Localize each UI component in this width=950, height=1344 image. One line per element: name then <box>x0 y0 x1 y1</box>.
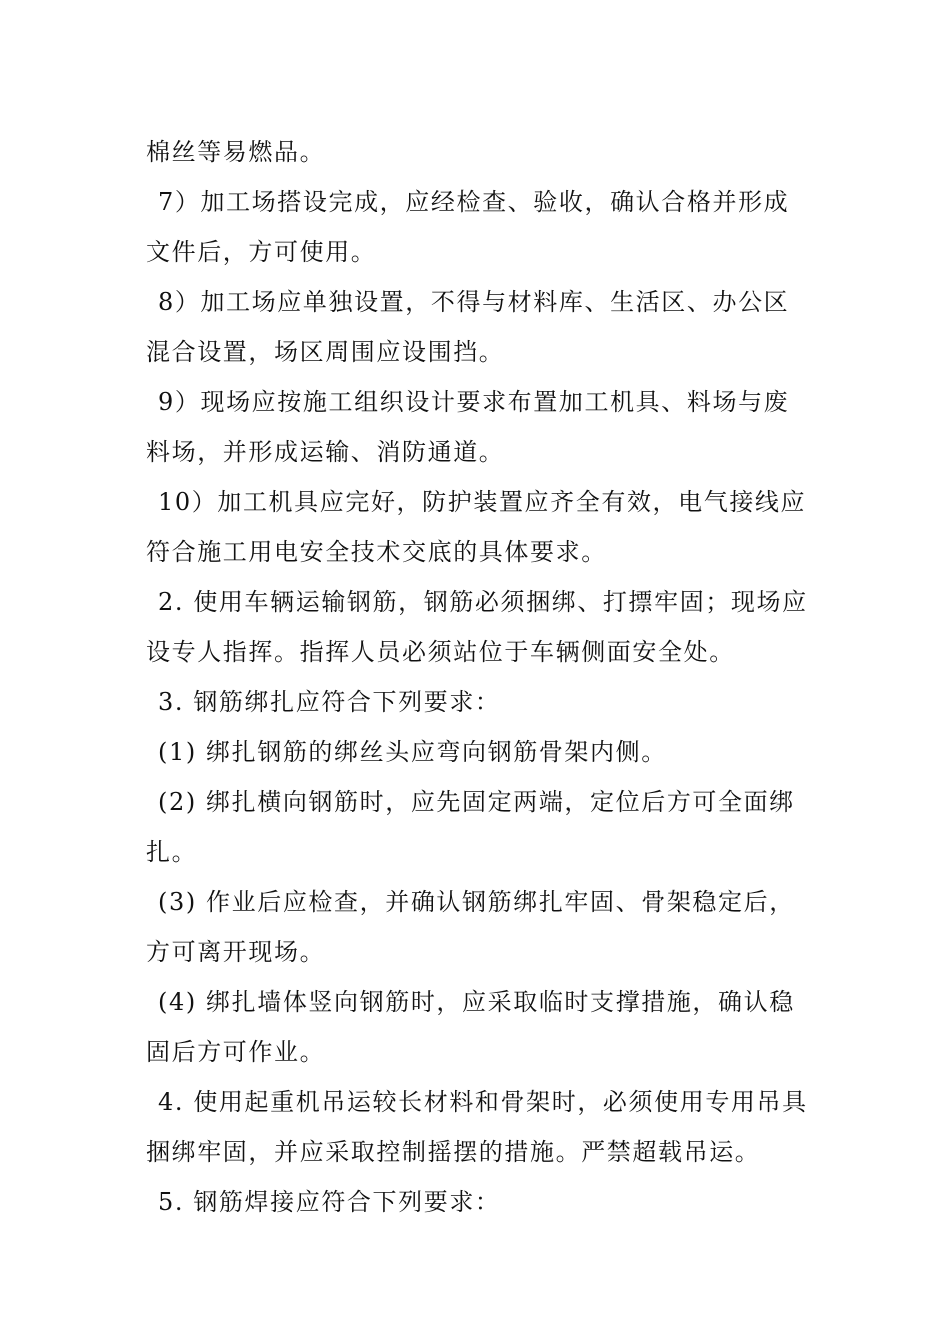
paragraph-section-2: 2. 使用车辆运输钢筋，钢筋必须捆绑、打摽牢固；现场应设专人指挥。指挥人员必须站位于车辆侧面安全处。 <box>146 588 808 666</box>
paragraph-section-4: 4. 使用起重机吊运较长材料和骨架时，必须使用专用吊具捆绑牢固，并应采取控制摇摆的措施。严禁超载吊运。 <box>146 1088 808 1166</box>
paragraph-subitem-3: (3) 作业后应检查，并确认钢筋绑扎牢固、骨架稳定后，方可离开现场。 <box>146 888 795 966</box>
paragraph-section-3: 3. 钢筋绑扎应符合下列要求： <box>158 688 501 716</box>
paragraph-item-9: 9）现场应按施工组织设计要求布置加工机具、料场与废料场，并形成运输、消防通道。 <box>146 388 790 466</box>
paragraph-subitem-4: (4) 绑扎墙体竖向钢筋时，应采取临时支撑措施，确认稳固后方可作业。 <box>146 988 795 1066</box>
paragraph-item-8: 8）加工场应单独设置，不得与材料库、生活区、办公区混合设置，场区周围应设围挡。 <box>146 288 790 366</box>
paragraph-item-10: 10）加工机具应完好，防护装置应齐全有效，电气接线应符合施工用电安全技术交底的具体要求。 <box>146 488 807 566</box>
paragraph-continuation: 棉丝等易燃品。 <box>146 138 326 166</box>
paragraph-section-5: 5. 钢筋焊接应符合下列要求： <box>158 1188 501 1216</box>
paragraph-subitem-2: (2) 绑扎横向钢筋时，应先固定两端，定位后方可全面绑扎。 <box>146 788 795 866</box>
document-body <box>146 127 812 1227</box>
paragraph-item-7: 7）加工场搭设完成，应经检查、验收，确认合格并形成文件后，方可使用。 <box>146 188 790 266</box>
paragraph-subitem-1: (1) 绑扎钢筋的绑丝头应弯向钢筋骨架内侧。 <box>158 738 667 766</box>
